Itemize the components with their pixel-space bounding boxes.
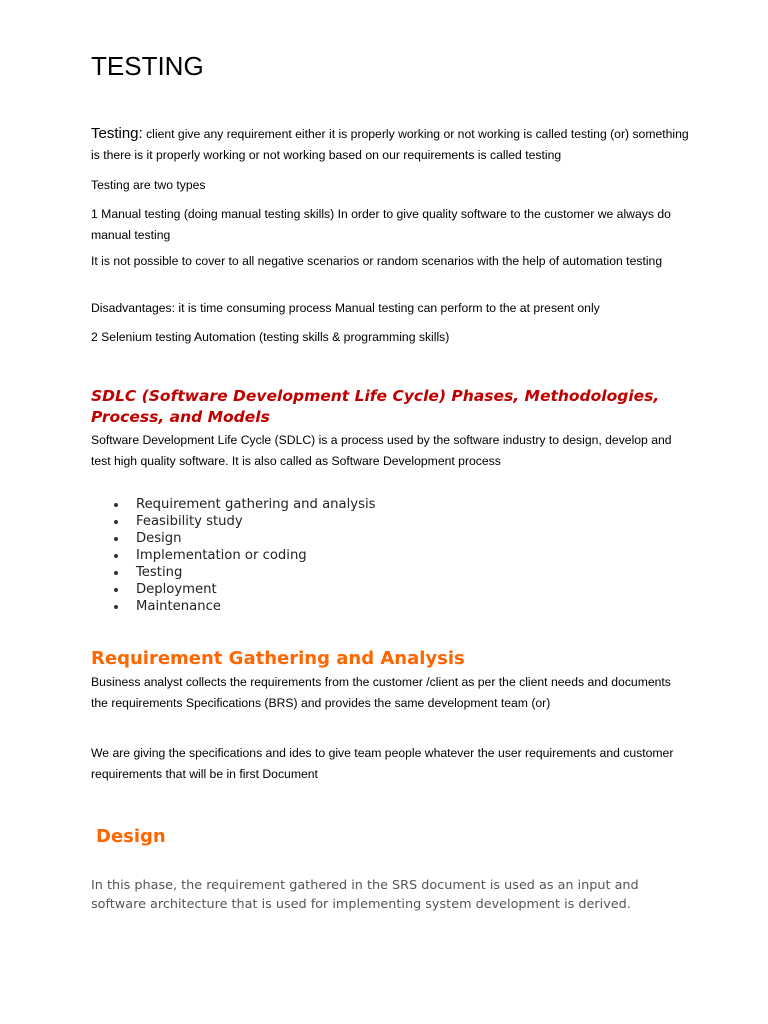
list-item: Requirement gathering and analysis — [112, 496, 376, 513]
intro-paragraph — [91, 124, 691, 165]
list-item: Design — [112, 530, 376, 547]
intro-lead: Testing: — [91, 125, 143, 142]
testing-types-paragraph: Testing are two types — [91, 178, 206, 192]
list-item: Testing — [112, 564, 376, 581]
requirement-paragraph-1: Business analyst collects the requirements from the customer /client as per the client needs and documents the requirements Specifications (BRS) and provides the same development team (or) — [91, 675, 671, 710]
list-item: Maintenance — [112, 598, 376, 615]
selenium-paragraph: 2 Selenium testing Automation (testing skills & programming skills) — [91, 330, 450, 344]
list-item: Implementation or coding — [112, 547, 376, 564]
requirement-heading: Requirement Gathering and Analysis — [91, 648, 465, 669]
manual-testing-paragraph: 1 Manual testing (doing manual testing skills) In order to give quality software to the customer we always do manual testing — [91, 207, 671, 242]
page-title: TESTING — [91, 51, 204, 81]
design-heading: Design — [96, 826, 166, 847]
list-item: Feasibility study — [112, 513, 376, 530]
disadvantages-paragraph: Disadvantages: it is time consuming process Manual testing can perform to the at present only — [91, 301, 600, 315]
sdlc-description: Software Development Life Cycle (SDLC) is a process used by the software industry to design, develop and test high quality software. It is also called as Software Development process — [91, 433, 672, 468]
negative-scenarios-paragraph: It is not possible to cover to all negative scenarios or random scenarios with the help of automation testing — [91, 254, 663, 268]
sdlc-phase-list — [112, 496, 376, 615]
sdlc-heading: SDLC (Software Development Life Cycle) Phases, Methodologies, Process, and Models — [91, 387, 660, 426]
design-paragraph: In this phase, the requirement gathered in the SRS document is used as an input and software architecture that is used for implementing system development is derived. — [91, 878, 639, 912]
list-item: Deployment — [112, 581, 376, 598]
requirement-paragraph-2: We are giving the specifications and ides to give team people whatever the user requirements and customer requirements that will be in first Document — [91, 746, 674, 781]
intro-text: client give any requirement either it is properly working or not working is called testing (or) something is there is it properly working or not working based on our requirements is called testing — [91, 127, 689, 162]
